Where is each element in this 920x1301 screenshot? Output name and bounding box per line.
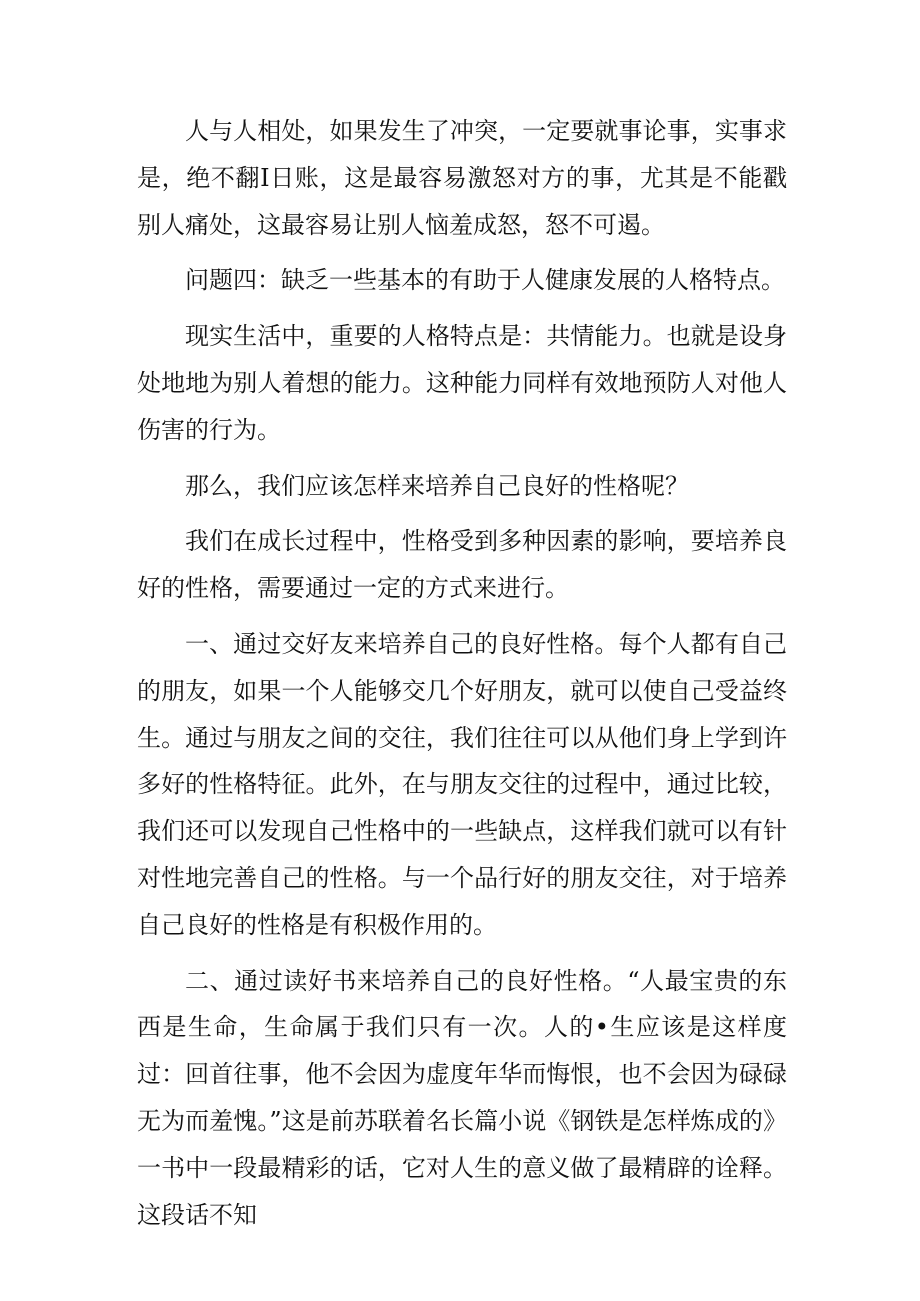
- paragraph-problem-four: 问题四：缺乏一些基本的有助于人健康发展的人格特点。: [185, 266, 785, 295]
- paragraph-growth: 我们在成长过程中，性格受到多种因素的影响，要培养良好的性格，需要通过一定的方式来进行。: [137, 527, 787, 603]
- document-page: [137, 108, 787, 1247]
- paragraph-conflict: 人与人相处，如果发生了冲突，一定要就事论事，实事求是，绝不翻I日账，这是最容易激怒对方的事，尤其是不能戳别人痛处，这最容易让别人恼羞成怒，怒不可遏。: [137, 117, 787, 239]
- paragraph-books: 二、通过读好书来培养自己的良好性格。“人最宝贵的东西是生命，生命属于我们只有一次。人的•生应该是这样度过：回首往事，他不会因为虚度年华而悔恨，也不会因为碌碌无为而羞愧。”这是前苏联着名长篇小说《钢铁是怎样炼成的》一书中一段最精彩的话，它对人生的意义做了最精辟的诠释。这段话不知: [137, 966, 787, 1229]
- paragraph-friends: 一、通过交好友来培养自己的良好性格。每个人都有自己的朋友，如果一个人能够交几个好朋友，就可以使自己受益终生。通过与朋友之间的交往，我们往往可以从他们身上学到许多好的性格特征。此外，在与朋友交往的过程中，通过比较，我们还可以发现自己性格中的一些缺点，这样我们就可以有针对性地完善自己的性格。与一个品行好的朋友交往，对于培养自己良好的性格是有积极作用的。: [137, 629, 787, 939]
- paragraph-question: 那么，我们应该怎样来培养自己良好的性格呢？: [185, 471, 689, 500]
- paragraph-empathy: 现实生活中，重要的人格特点是：共情能力。也就是设身处地地为别人着想的能力。这种能力同样有效地预防人对他人伤害的行为。: [137, 322, 787, 444]
